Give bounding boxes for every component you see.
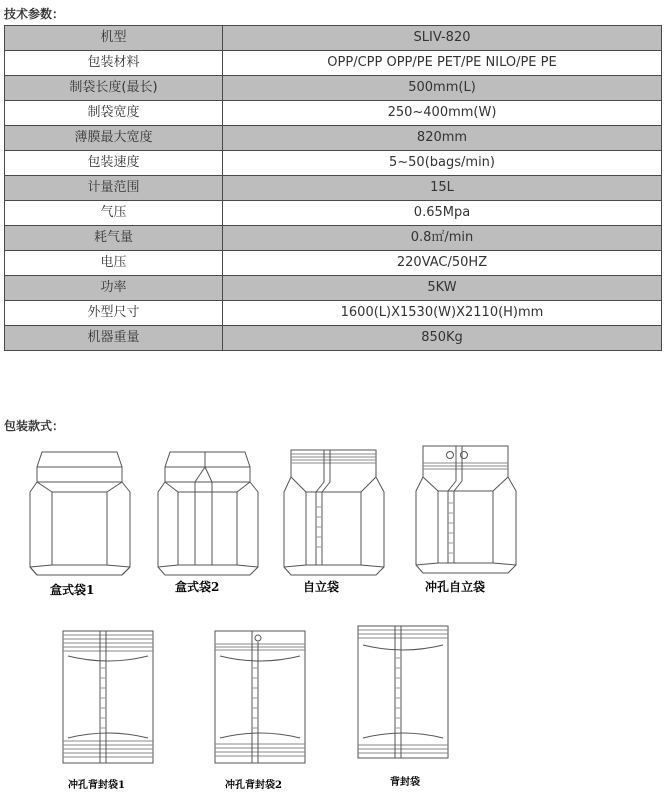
- spec-label: 包装速度: [5, 151, 223, 176]
- spec-value: 850Kg: [223, 326, 662, 351]
- spec-section-title: 技术参数：: [4, 7, 65, 21]
- spec-row: [5, 126, 662, 151]
- spec-label: 制袋宽度: [5, 101, 223, 126]
- spec-row: [5, 226, 662, 251]
- back-seal-bag-icon: [353, 623, 453, 768]
- spec-row: [5, 176, 662, 201]
- spec-row: [5, 151, 662, 176]
- punched-back-seal-bag-2-icon: [210, 628, 310, 773]
- bag-label-6: 冲孔背封袋2: [225, 780, 282, 791]
- bag-label-1: 盒式袋1: [50, 583, 95, 597]
- spec-value: 0.65Mpa: [223, 201, 662, 226]
- styles-section-title: 包装款式：: [4, 419, 65, 433]
- spec-label: 制袋长度(最长): [5, 76, 223, 101]
- spec-label: 包装材料: [5, 51, 223, 76]
- spec-value: 5KW: [223, 276, 662, 301]
- bag-label-7: 背封袋: [390, 777, 420, 788]
- spec-label: 机器重量: [5, 326, 223, 351]
- spec-label: 耗气量: [5, 226, 223, 251]
- spec-table: [4, 25, 662, 351]
- spec-value: OPP/CPP OPP/PE PET/PE NILO/PE PE: [223, 51, 662, 76]
- spec-label: 功率: [5, 276, 223, 301]
- bag-label-5: 冲孔背封袋1: [68, 780, 125, 791]
- spec-label: 薄膜最大宽度: [5, 126, 223, 151]
- spec-row: [5, 201, 662, 226]
- spec-row: [5, 276, 662, 301]
- spec-row: [5, 26, 662, 51]
- spec-value: 220VAC/50HZ: [223, 251, 662, 276]
- spec-row: [5, 76, 662, 101]
- box-bag-icon: [22, 447, 137, 582]
- punched-back-seal-bag-1-icon: [58, 628, 158, 773]
- spec-label: 气压: [5, 201, 223, 226]
- spec-value: 0.8㎡/min: [223, 226, 662, 251]
- spec-row: [5, 51, 662, 76]
- bag-label-4: 冲孔自立袋: [425, 580, 486, 594]
- bag-label-2: 盒式袋2: [175, 580, 220, 594]
- spec-value: 5~50(bags/min): [223, 151, 662, 176]
- spec-value: 15L: [223, 176, 662, 201]
- spec-row: [5, 301, 662, 326]
- spec-value: 500mm(L): [223, 76, 662, 101]
- spec-value: 250~400mm(W): [223, 101, 662, 126]
- spec-value: 820mm: [223, 126, 662, 151]
- spec-row: [5, 101, 662, 126]
- spec-label: 电压: [5, 251, 223, 276]
- standup-bag-icon: [276, 447, 391, 582]
- spec-label: 机型: [5, 26, 223, 51]
- spec-value: SLIV-820: [223, 26, 662, 51]
- spec-label: 外型尺寸: [5, 301, 223, 326]
- spec-row: [5, 251, 662, 276]
- spec-label: 计量范围: [5, 176, 223, 201]
- punched-standup-bag-icon: [408, 443, 523, 578]
- spec-row: [5, 326, 662, 351]
- bag-label-3: 自立袋: [303, 580, 340, 594]
- box-bag-2-icon: [150, 447, 265, 582]
- spec-value: 1600(L)X1530(W)X2110(H)mm: [223, 301, 662, 326]
